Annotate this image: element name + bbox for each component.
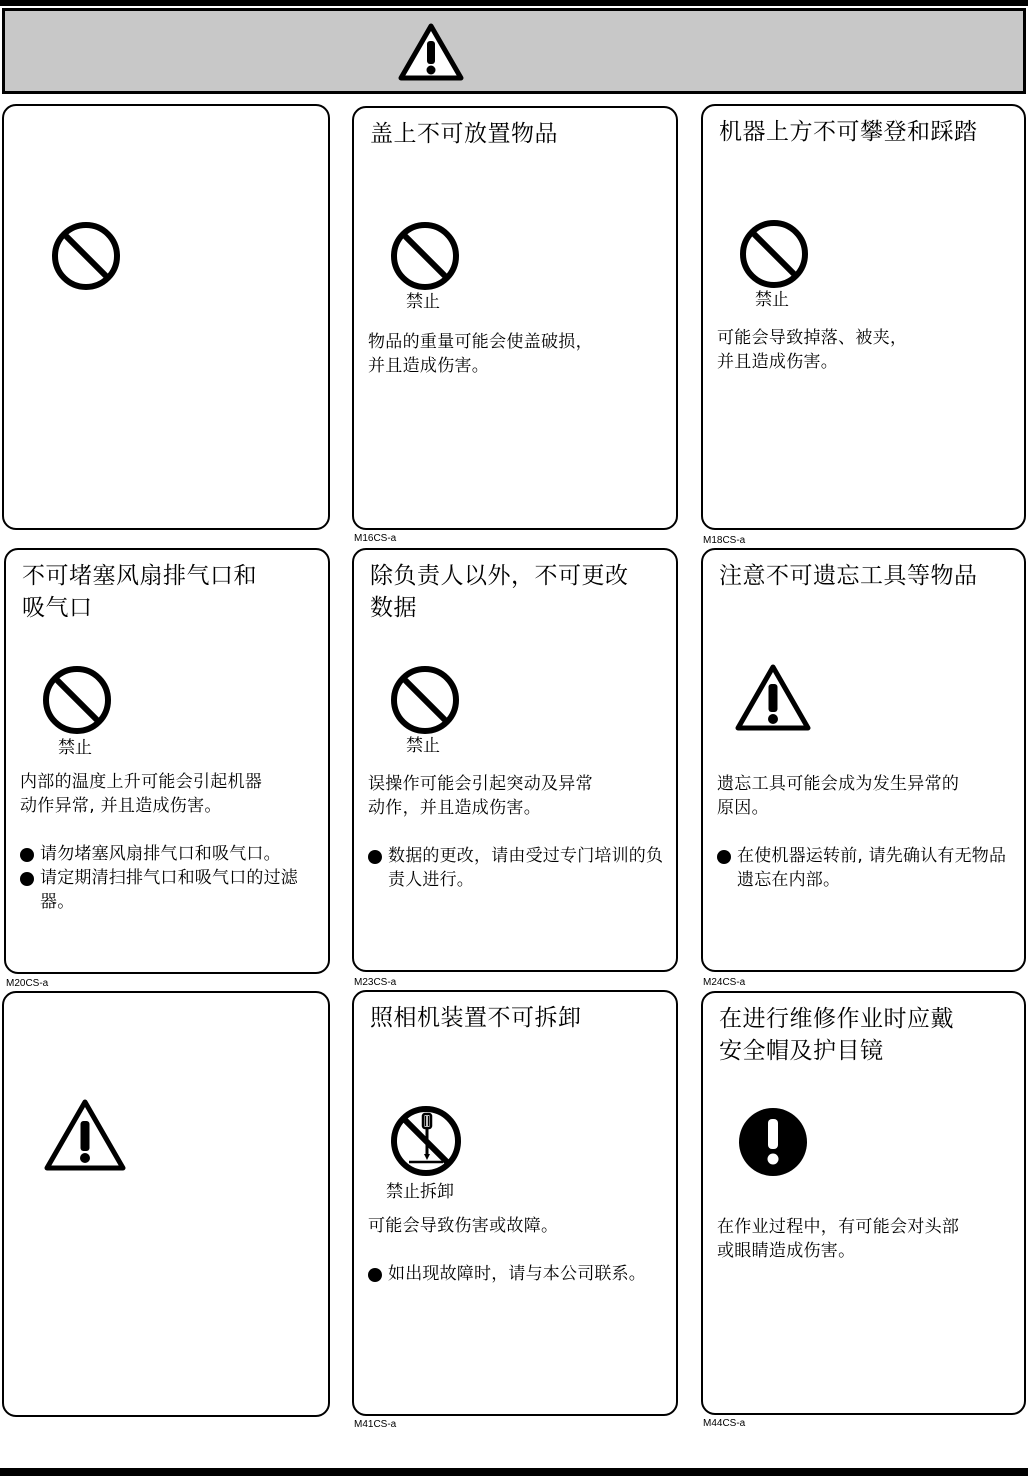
card-description: 遗忘工具可能会成为发生异常的 原因。 [717, 774, 960, 818]
warning-triangle-icon [733, 662, 813, 734]
card-description: 内部的温度上升可能会引起机器 动作异常, 并且造成伤害。 [20, 772, 263, 816]
safety-card-blank-prohibition [2, 104, 330, 530]
safety-card-no-data-change [352, 548, 678, 972]
no-disassembly-icon [389, 1104, 463, 1178]
card-code: M44CS-a [703, 1418, 746, 1429]
symbol-label: 禁止 [406, 736, 440, 756]
safety-card-do-not-forget-tools [701, 548, 1026, 972]
card-title: 不可堵塞风扇排气口和 吸气口 [22, 563, 257, 621]
bullet-item: 如出现故障时，请与本公司联系。 [368, 1262, 672, 1286]
safety-card-no-blocking-vents [4, 548, 330, 974]
prohibition-icon [41, 664, 113, 736]
symbol-label: 禁止拆卸 [386, 1182, 454, 1202]
card-code: M20CS-a [6, 978, 49, 989]
symbol-label: 禁止 [406, 292, 440, 312]
card-description: 物品的重量可能会使盖破损， 并且造成伤害。 [368, 332, 593, 376]
card-title: 盖上不可放置物品 [370, 121, 558, 147]
safety-card-blank-warning [2, 991, 330, 1417]
card-description: 可能会导致掉落、被夹， 并且造成伤害。 [717, 328, 908, 372]
card-title: 注意不可遗忘工具等物品 [719, 563, 978, 589]
card-code: M24CS-a [703, 977, 746, 988]
symbol-label: 禁止 [755, 290, 789, 310]
prohibition-icon [738, 218, 810, 290]
card-title: 照相机装置不可拆卸 [370, 1005, 582, 1031]
warning-banner [2, 8, 1026, 94]
safety-card-wear-helmet-goggles [701, 991, 1026, 1415]
card-code: M41CS-a [354, 1419, 397, 1430]
warning-triangle-icon [42, 1097, 128, 1173]
card-bullets [717, 844, 1020, 892]
prohibition-icon [389, 220, 461, 292]
card-title: 除负责人以外，不可更改 数据 [370, 563, 629, 621]
card-description: 误操作可能会引起突动及异常 动作，并且造成伤害。 [368, 774, 593, 818]
bullet-item: 在使机器运转前, 请先确认有无物品遗忘在内部。 [717, 844, 1020, 892]
card-code: M18CS-a [703, 535, 746, 546]
safety-card-no-camera-disassembly [352, 990, 678, 1416]
prohibition-icon [50, 220, 122, 292]
card-code: M16CS-a [354, 533, 397, 544]
card-title: 机器上方不可攀登和踩踏 [719, 119, 978, 145]
card-description: 可能会导致伤害或故障。 [368, 1216, 559, 1236]
card-bullets [368, 1262, 672, 1286]
warning-triangle-icon [397, 22, 465, 82]
card-description: 在作业过程中，有可能会对头部 或眼睛造成伤害。 [717, 1217, 960, 1261]
bottom-rule [0, 1468, 1028, 1476]
safety-card-no-objects-on-cover [352, 106, 678, 530]
bullet-item: 数据的更改，请由受过专门培训的负责人进行。 [368, 844, 672, 892]
card-title: 在进行维修作业时应戴 安全帽及护目镜 [719, 1006, 954, 1064]
card-bullets [368, 844, 672, 892]
bullet-item: 请勿堵塞风扇排气口和吸气口。 [20, 842, 324, 866]
prohibition-icon [389, 664, 461, 736]
safety-card-no-climbing [701, 104, 1026, 530]
mandatory-action-icon [738, 1107, 808, 1177]
symbol-label: 禁止 [58, 738, 92, 758]
bullet-item: 请定期清扫排气口和吸气口的过滤器。 [20, 866, 324, 914]
card-bullets [20, 842, 324, 914]
card-code: M23CS-a [354, 977, 397, 988]
top-rule [0, 0, 1028, 6]
